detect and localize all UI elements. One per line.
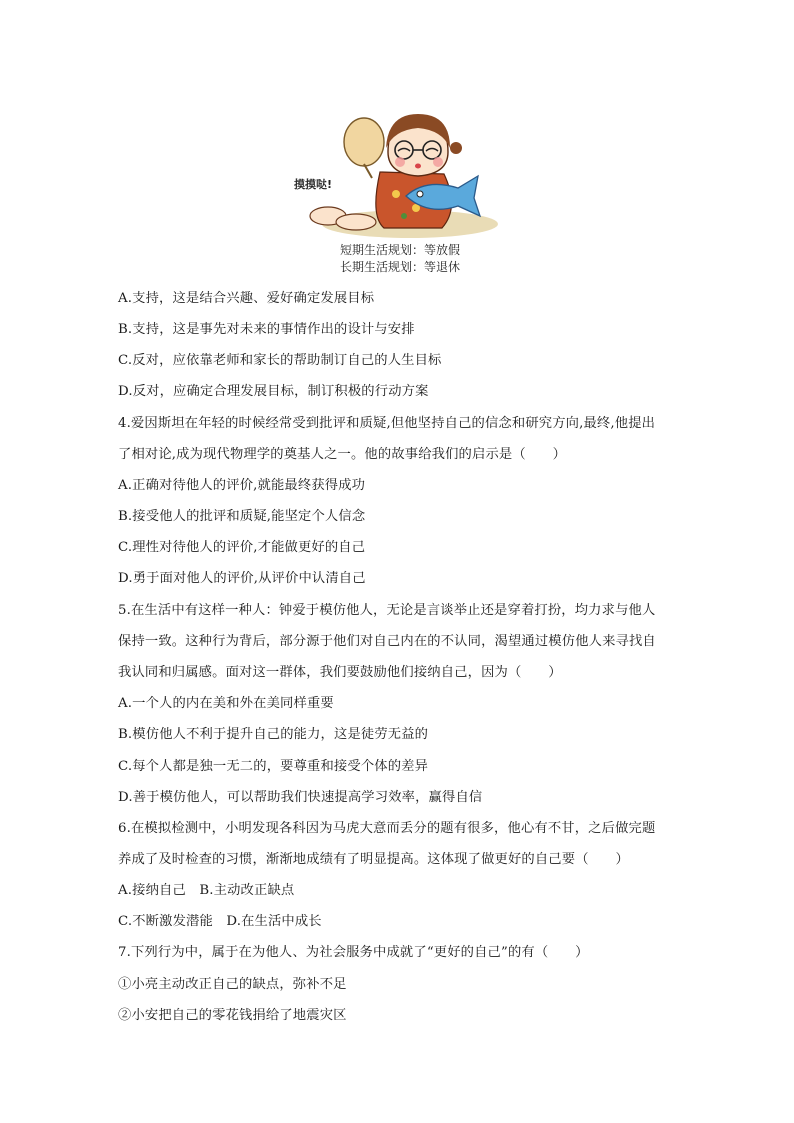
caption-long-term: 长期生活规划：等退休 [339,260,460,274]
question-6-line1: 6.在模拟检测中，小明发现各科因为马虎大意而丢分的题有很多，他心有不甘，之后做完题 [118,821,656,836]
options-6ab: A.接纳自己 B.主动改正缺点 [118,883,295,898]
question-5-line1: 5.在生活中有这样一种人：钟爱于模仿他人，无论是言谈举止还是穿着打扮，均力求与他人 [118,603,656,618]
caption-short-term: 短期生活规划：等放假 [339,243,460,257]
hair-bun [450,142,462,154]
cartoon-illustration [292,112,498,238]
option-5b: B.模仿他人不利于提升自己的能力，这是徒劳无益的 [118,727,429,742]
option-4a: A.正确对待他人的评价,就能最终获得成功 [118,478,366,493]
option-4b: B.接受他人的批评和质疑,能坚定个人信念 [118,509,366,524]
hand-fan-icon [344,118,384,166]
question-4-line2: 了相对论,成为现代物理学的奠基人之一。他的故事给我们的启示是（ ） [118,447,567,462]
option-3c: C.反对，应依靠老师和家长的帮助制订自己的人生目标 [118,353,442,368]
option-4c: C.理性对待他人的评价,才能做更好的自己 [118,540,366,555]
question-6-line2: 养成了及时检查的习惯，渐渐地成绩有了明显提高。这体现了做更好的自己要（ ） [118,852,629,867]
exclamation-text: 摸摸哒! [294,178,333,191]
option-5c: C.每个人都是独一无二的，要尊重和接受个体的差异 [118,759,429,774]
question-5-line2: 保持一致。这种行为背后，部分源于他们对自己内在的不认同，渴望通过模仿他人来寻找自 [118,634,656,649]
question-4-line1: 4.爱因斯坦在年轻的时候经常受到批评和质疑,但他坚持自己的信念和研究方向,最终,他提出 [118,416,656,431]
options-6cd: C.不断激发潜能 D.在生活中成长 [118,914,322,929]
statement-7-1: ①小亮主动改正自己的缺点，弥补不足 [118,977,347,992]
option-3b: B.支持，这是事先对未来的事情作出的设计与安排 [118,322,415,337]
statement-7-2: ②小安把自己的零花钱捐给了地震灾区 [118,1008,347,1023]
option-4d: D.勇于面对他人的评价,从评价中认清自己 [118,571,366,586]
question-7: 7.下列行为中，属于在为他人、为社会服务中成就了“更好的自己”的有（ ） [118,945,589,960]
option-5a: A.一个人的内在美和外在美同样重要 [118,696,334,711]
option-5d: D.善于模仿他人，可以帮助我们快速提高学习效率，赢得自信 [118,790,483,805]
option-3a: A.支持，这是结合兴趣、爱好确定发展目标 [118,291,375,306]
question-5-line3: 我认同和归属感。面对这一群体，我们要鼓励他们接纳自己，因为（ ） [118,665,562,680]
option-3d: D.反对，应确定合理发展目标，制订积极的行动方案 [118,384,429,399]
